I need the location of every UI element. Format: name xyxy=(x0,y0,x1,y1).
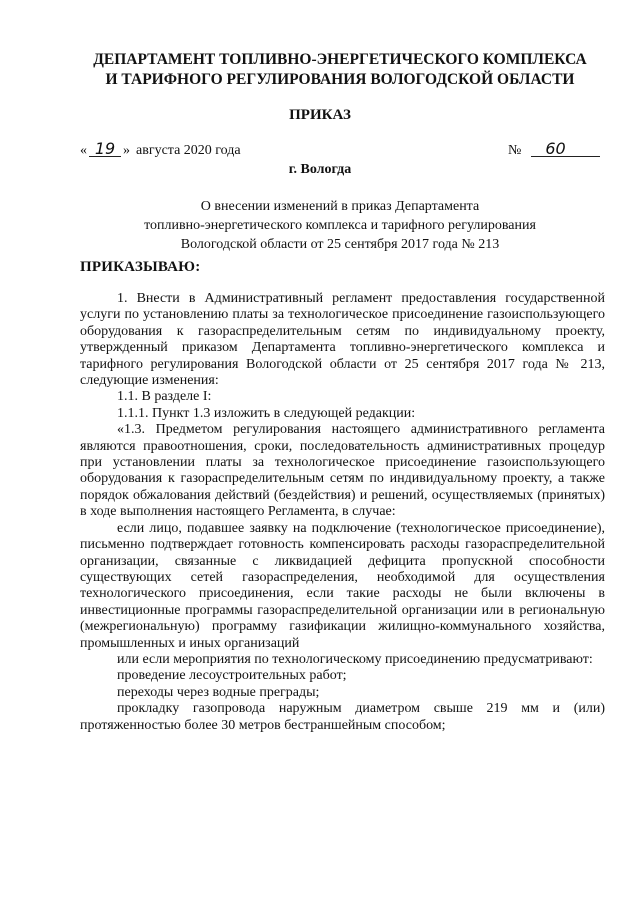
order-title: ПРИКАЗ xyxy=(289,107,351,123)
paragraph-5: если лицо, подавшее заявку на подключение (технологическое присоединение), письменно подтверждает готовность компенсировать расходы газораспределительной организации, связанные с ликвидацией дефицита пропускной способности существующих сетей газораспределения, необходимой для осуществления технологического присоединения, если такие расходы не были включены в инвестиционные программы газораспределительной организации или в региональную (межрегиональную) программу газификации жилищно-коммунального хозяйства, промышленных и иных организаций xyxy=(80,520,605,651)
paragraph-1: 1. Внести в Административный регламент предоставления государственной услуги по установлению платы за технологическое присоединение газоиспользующего оборудования к газораспределительным сетям по индивидуальному проекту, утвержденный приказом Департамента топливно-энергетического комплекса и тарифного регулирования Вологодской области от 25 сентября 2017 года № 213, следующие изменения: xyxy=(80,291,605,389)
number-value-handwritten: 60 xyxy=(531,142,600,157)
date-day-handwritten: 19 xyxy=(89,142,121,157)
paragraph-9: прокладку газопровода наружным диаметром свыше 219 мм и (или) протяженностью более 30 метров бестраншейным способом; xyxy=(80,701,605,733)
order-date xyxy=(80,139,241,159)
date-open-quote: « xyxy=(80,143,87,158)
paragraph-2: 1.1. В разделе I: xyxy=(117,389,212,405)
department-header xyxy=(60,50,620,90)
department-header-line-2: И ТАРИФНОГО РЕГУЛИРОВАНИЯ ВОЛОГОДСКОЙ ОБЛАСТИ xyxy=(105,71,575,88)
department-header-line-1: ДЕПАРТАМЕНТ ТОПЛИВНО-ЭНЕРГЕТИЧЕСКОГО КОМПЛЕКСА xyxy=(93,51,587,68)
paragraph-6: или если мероприятия по технологическому присоединению предусматривают: xyxy=(117,651,593,667)
city: г. Вологда xyxy=(288,162,352,177)
order-subject xyxy=(60,197,620,254)
date-month-year: августа 2020 года xyxy=(136,143,241,158)
order-subject-line-1: О внесении изменений в приказ Департамента xyxy=(200,199,480,214)
paragraph-3: 1.1.1. Пункт 1.3 изложить в следующей редакции: xyxy=(117,405,416,421)
orders-heading: ПРИКАЗЫВАЮ: xyxy=(80,259,201,275)
number-label: № xyxy=(508,143,522,158)
paragraph-4: «1.3. Предметом регулирования настоящего административного регламента являются правоотношения, сроки, последовательность административных процедур при установлении платы за технологическое присоединение газоиспользующего оборудования к газораспределительным сетям по индивидуальному проекту, а также порядок обжалования действий (бездействия) и решений, осуществляемых (принятых) в ходе выполнения настоящего Регламента, в случае: xyxy=(80,422,605,520)
order-subject-line-2: топливно-энергетического комплекса и тарифного регулирования xyxy=(144,218,536,233)
paragraph-8: переходы через водные преграды; xyxy=(117,684,320,700)
order-body xyxy=(80,291,605,734)
date-close-quote: » xyxy=(123,143,130,158)
order-subject-line-3: Вологодской области от 25 сентября 2017 года № 213 xyxy=(180,237,500,252)
order-number xyxy=(508,139,602,159)
paragraph-7: проведение лесоустроительных работ; xyxy=(117,668,347,684)
